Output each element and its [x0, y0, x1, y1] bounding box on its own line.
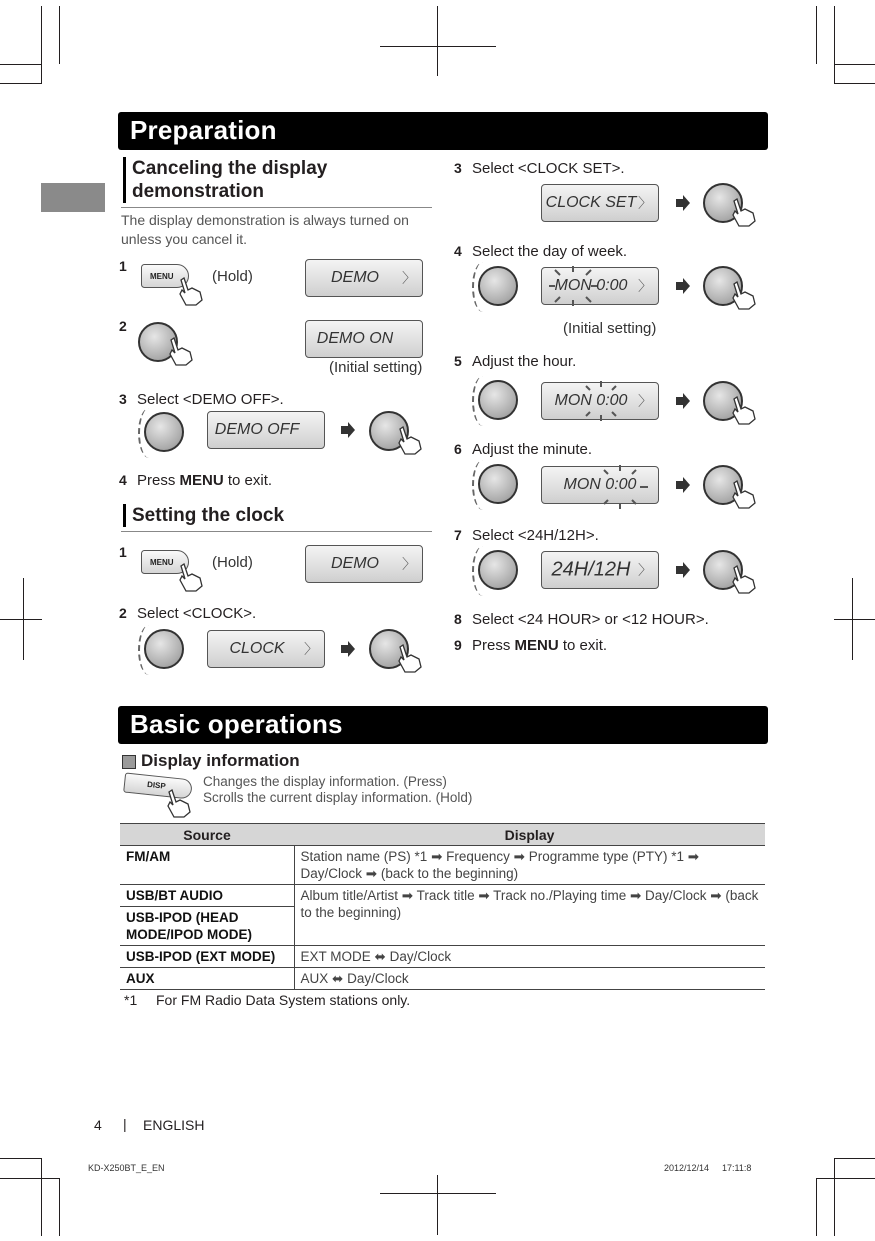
blinking-indicator-icon [590, 463, 650, 511]
arrow-right-icon [676, 393, 690, 409]
basic-operations-header [118, 706, 768, 744]
step-number: 9 [454, 637, 462, 653]
crop-mark [834, 619, 875, 620]
initial-setting-note: (Initial setting) [329, 359, 423, 376]
step-number: 4 [119, 472, 127, 488]
setting-clock-heading: Setting the clock [123, 504, 284, 527]
pointing-hand-icon [168, 336, 194, 366]
pointing-hand-icon [397, 643, 423, 673]
hold-note: (Hold) [212, 268, 253, 285]
rotary-knob[interactable] [144, 412, 184, 452]
crop-mark [0, 1178, 60, 1179]
pointing-hand-icon [731, 197, 757, 227]
crop-mark [59, 6, 60, 64]
step-text: Select <DEMO OFF>. [137, 391, 284, 408]
table-row: FM/AM Station name (PS) *1 ➡ Frequency ➡ Programme type (PTY) *1 ➡ Day/Clock ➡ (back to the beginning) [120, 846, 765, 885]
cancel-demo-heading: Canceling the display demonstration [123, 157, 327, 203]
initial-setting-note: (Initial setting) [563, 320, 657, 337]
table-row: USB-IPOD (HEAD MODE/IPOD MODE) [120, 907, 765, 946]
crop-mark [59, 1178, 60, 1236]
step-number: 1 [119, 544, 127, 560]
divider [121, 207, 432, 208]
crop-mark [834, 1158, 835, 1236]
crop-mark [816, 1178, 817, 1236]
chevron-right-icon: 〉 [638, 278, 652, 294]
lcd-display: DEMO 〉 [305, 259, 423, 297]
pointing-hand-icon [731, 280, 757, 310]
chevron-right-icon: 〉 [638, 562, 652, 578]
preparation-header [118, 112, 768, 150]
hold-note: (Hold) [212, 554, 253, 571]
footnote: For FM Radio Data System stations only. [156, 992, 411, 1008]
display-info-heading: Display information [141, 751, 300, 770]
language-label: ENGLISH [143, 1117, 205, 1133]
lcd-display: MON 0:00 〉 [541, 382, 659, 420]
step-number: 1 [119, 258, 127, 274]
file-id: KD-X250BT_E_EN [88, 1163, 165, 1173]
arrow-right-icon [676, 562, 690, 578]
pointing-hand-icon [178, 276, 204, 306]
step-number: 2 [119, 318, 127, 334]
table-row: USB-IPOD (EXT MODE) EXT MODE ⬌ Day/Clock [120, 946, 765, 968]
step-text: Select <CLOCK SET>. [472, 160, 625, 177]
crop-mark [41, 1158, 42, 1236]
step-text: Press MENU to exit. [137, 472, 273, 489]
chevron-right-icon: 〉 [638, 393, 652, 409]
column-header-source: Source [120, 824, 294, 846]
pointing-hand-icon [731, 564, 757, 594]
square-bullet-icon [122, 755, 136, 769]
step-number: 2 [119, 605, 127, 621]
disp-description: Changes the display information. (Press) Scrolls the current display information. (Hold) [203, 774, 473, 805]
lcd-display: MON 0:00 〉 [541, 267, 659, 305]
crop-mark [0, 64, 42, 65]
crop-mark [380, 1193, 496, 1194]
arrow-right-icon [341, 641, 355, 657]
pointing-hand-icon [166, 788, 192, 818]
step-number: 5 [454, 353, 462, 369]
lcd-display: DEMO OFF [207, 411, 325, 449]
step-number: 3 [119, 391, 127, 407]
crop-mark [834, 1158, 875, 1159]
step-text: Select the day of week. [472, 243, 628, 260]
footer-separator: | [123, 1116, 127, 1132]
disp-button[interactable]: DISP [123, 773, 193, 800]
page-number: 4 [94, 1117, 102, 1133]
step-text: Press MENU to exit. [472, 637, 608, 654]
crop-mark [834, 83, 875, 84]
chevron-right-icon: 〉 [304, 641, 318, 657]
lcd-display: DEMO 〉 [305, 545, 423, 583]
crop-mark [834, 64, 875, 65]
chevron-right-icon: 〉 [402, 556, 416, 572]
arrow-right-icon [341, 422, 355, 438]
chevron-right-icon: 〉 [402, 270, 416, 286]
step-text: Adjust the minute. [472, 441, 593, 458]
blinking-indicator-icon [576, 379, 626, 423]
crop-mark [437, 6, 438, 76]
crop-mark [0, 1158, 42, 1159]
crop-mark [0, 83, 42, 84]
lcd-display: CLOCK SET 〉 [541, 184, 659, 222]
crop-mark [41, 6, 42, 84]
step-number: 7 [454, 527, 462, 543]
basic-operations-title: Basic operations [130, 709, 343, 739]
blinking-indicator-icon [543, 264, 603, 308]
crop-mark [380, 46, 496, 47]
rotary-knob[interactable] [478, 380, 518, 420]
arrow-right-icon [676, 278, 690, 294]
column-header-display: Display [294, 824, 765, 846]
crop-mark [437, 1175, 438, 1235]
menu-button[interactable]: MENU [141, 550, 189, 574]
step-number: 3 [454, 160, 462, 176]
step-text: Adjust the hour. [472, 353, 577, 370]
print-date: 2012/12/14 [664, 1163, 710, 1173]
step-text: Select <24H/12H>. [472, 527, 599, 544]
pointing-hand-icon [178, 562, 204, 592]
pointing-hand-icon [397, 425, 423, 455]
pointing-hand-icon [731, 395, 757, 425]
step-text: Select <CLOCK>. [137, 605, 257, 622]
table-row: AUX AUX ⬌ Day/Clock [120, 968, 765, 990]
display-info-table [120, 823, 765, 990]
step-number: 8 [454, 611, 462, 627]
menu-button[interactable]: MENU [141, 264, 189, 288]
footnote-mark: *1 [124, 992, 138, 1008]
arrow-right-icon [676, 477, 690, 493]
crop-mark [0, 619, 42, 620]
chevron-right-icon: 〉 [638, 195, 652, 211]
crop-mark [816, 6, 817, 64]
step-text: Select <24 HOUR> or <12 HOUR>. [472, 611, 709, 628]
table-row: USB/BT AUDIO Album title/Artist ➡ Track title ➡ Track no./Playing time ➡ Day/Clock ➡ (back to the beginning) [120, 885, 765, 907]
lcd-display: CLOCK 〉 [207, 630, 325, 668]
cancel-demo-intro: The display demonstration is always turned on unless you cancel it. [121, 212, 409, 247]
lcd-display: 24H/12H 〉 [541, 551, 659, 589]
lcd-display: DEMO ON [305, 320, 423, 358]
crop-mark [834, 6, 835, 84]
step-number: 4 [454, 243, 462, 259]
section-tab [41, 183, 105, 212]
arrow-right-icon [676, 195, 690, 211]
rotary-knob[interactable] [478, 464, 518, 504]
rotary-knob[interactable] [478, 266, 518, 306]
lcd-display: MON 0:00 [541, 466, 659, 504]
step-number: 6 [454, 441, 462, 457]
rotary-knob[interactable] [144, 629, 184, 669]
pointing-hand-icon [731, 479, 757, 509]
rotary-knob[interactable] [478, 550, 518, 590]
preparation-title: Preparation [130, 115, 277, 145]
divider [121, 531, 432, 532]
crop-mark [816, 1178, 875, 1179]
print-time: 17:11:8 [722, 1163, 752, 1173]
